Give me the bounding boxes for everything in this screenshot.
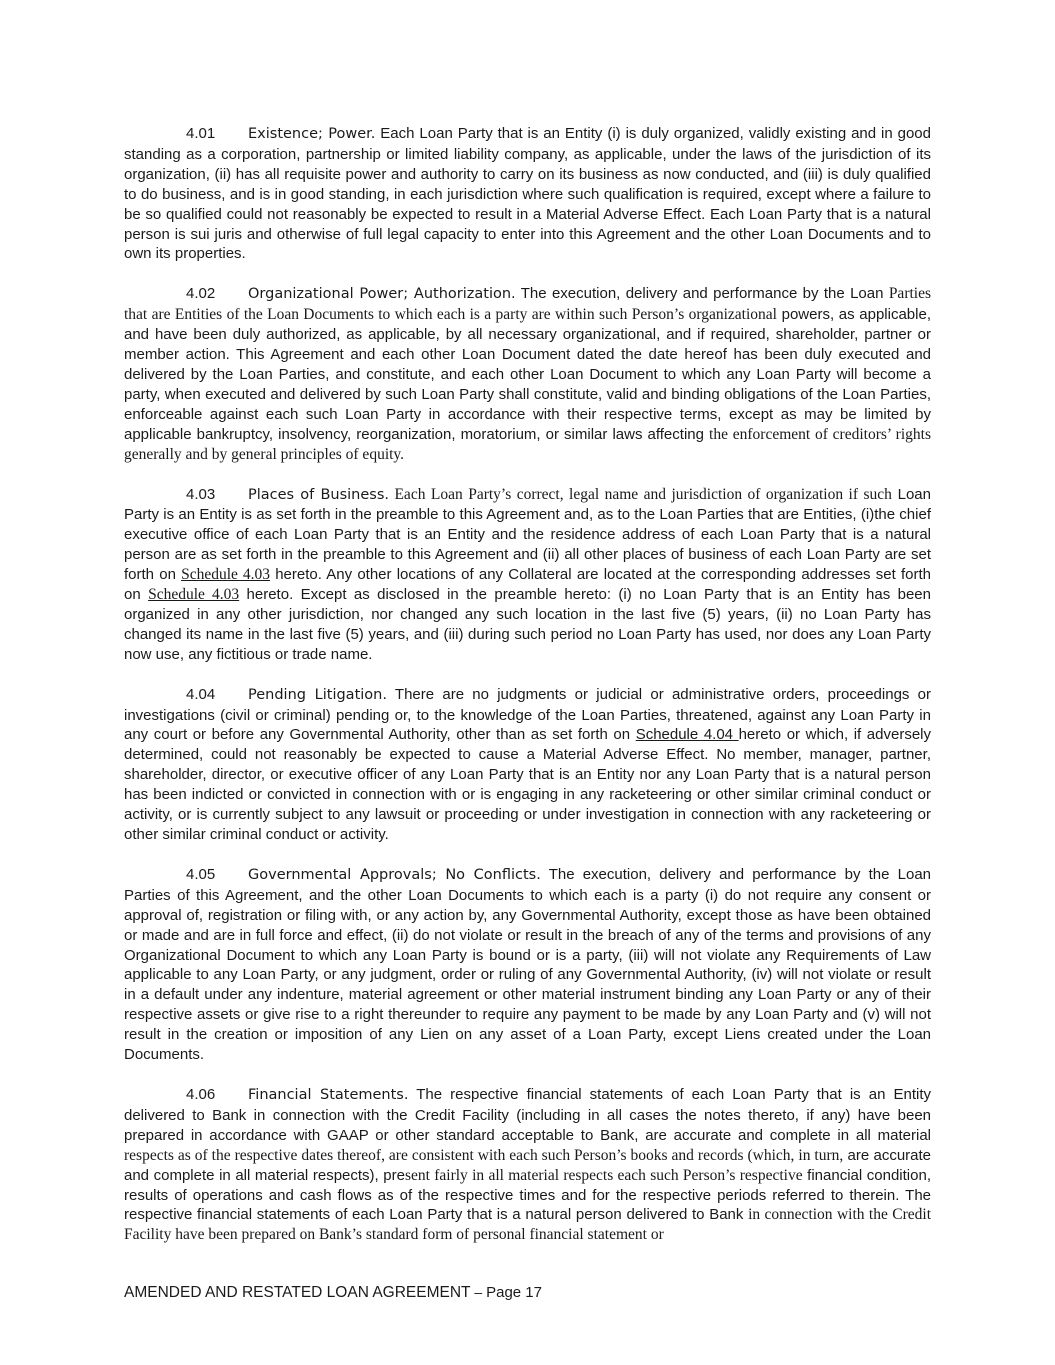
body-text: powers, as applicable, and have been duly authorized, as applicable, by all necessary organizational, and if required, shareholder, partner or member action. This Agreement and each other Loan Document dated the date hereof has been duly executed and delivered by the Loan Parties, and constitute, and each other Loan Document to which any Loan Party will become a party, when executed and delivered by such Loan Party shall constitute, valid and binding obligations of the Loan Parties, enforceable against each such Loan Party in accordance with their respective terms, except as may be limited by applicable bankruptcy, insolvency, reorganization, moratorium, or similar laws affecting <box>124 306 931 443</box>
body-text: The respective financial statements of each Loan Party that is an Entity delivered to Bank in connection with the Credit Facility (including in all cases the notes thereto, if any) have been prepared in accordance with GAAP or other standard acceptable to Bank, are accurate and complete in all material <box>124 1085 931 1144</box>
schedule-reference: Schedule 4.03 <box>181 566 270 584</box>
section-4-02 <box>124 284 931 464</box>
body-text: There are no judgments or judicial or administrative orders, proceedings or investigations (civil or criminal) pending or, to the knowledge of the Loan Parties, threatened, against any Loan Party in any court or before any Governmental Authority, other than as set forth on <box>124 685 931 744</box>
body-text: financial condition, results of operations and cash flows as of the respective times and for the respective periods referred to therein. The respective financial statements of each Loan Party that is a natural person delivered to Bank <box>124 1166 931 1224</box>
section-heading: Governmental Approvals; No Conflicts. <box>248 866 541 883</box>
body-text: The execution, delivery and performance by the Loan <box>515 285 889 303</box>
body-text: Parties that are Entities of the Loan Documents to which each is a party are within such Person’s organizational <box>124 285 931 324</box>
section-number: 4.05 <box>186 865 216 883</box>
section-4-05 <box>124 865 931 1065</box>
body-text: the enforcement of creditors’ rights generally and by general principles of equity. <box>124 425 931 463</box>
body-text: The execution, delivery and performance by the Loan Parties of this Agreement, and the other Loan Documents to which each is a party (i) do not require any consent or approval of, registration or filing with, or any action by, any Governmental Authority, except those as have been obtained or made and are in full force and effect, (ii) do not violate or result in the breach of any of the terms and provisions of any Organizational Document to which any Loan Party is bound or is a party, (iii) will not violate any Requirements of Law applicable to any Loan Party, or any judgment, order or ruling of any Governmental Authority, (iv) will not violate or result in a default under any indenture, material agreement or other material instrument binding any Loan Party or any of their respective assets or give rise to a right thereunder to require any payment to be made by any Loan Party and (v) will not result in the creation or imposition of any Lien on any asset of a Loan Party, except Liens created under the Loan Documents. <box>124 865 932 1064</box>
body-text: Each Loan Party’s correct, legal name and jurisdiction of organization if such <box>389 485 892 503</box>
footer-title: AMENDED AND RESTATED LOAN AGREEMENT <box>124 1284 471 1301</box>
section-4-01 <box>124 124 931 264</box>
section-heading: Places of Business. <box>248 486 390 503</box>
section-4-06 <box>124 1085 931 1245</box>
body-text: are accurate and complete in all material respects), pre <box>124 1146 932 1184</box>
body-text: hereto or which, if adversely determined, could not reasonably be expected to cause a Material Adverse Effect. No member, manager, partner, shareholder, director, or executive officer of any Loan Party that is an Entity nor any Loan Party that is a natural person has been indicted or convicted in connection with or is engaging in any racketeering or other similar criminal conduct or activity, or is currently subject to any lawsuit or proceeding or under investigation in connection with any racketeering or other similar criminal conduct or activity. <box>124 726 931 843</box>
section-number: 4.04 <box>186 685 216 703</box>
section-heading: Organizational Power; Authorization. <box>248 286 516 303</box>
schedule-reference: Schedule 4.04 <box>635 726 739 744</box>
section-heading: Existence; Power. <box>248 126 376 142</box>
body-text: respects as of the respective dates thereof, are consistent with each such Person’s books and records (which, in turn, <box>124 1146 844 1164</box>
section-number: 4.06 <box>186 1085 216 1103</box>
schedule-reference: Schedule 4.03 <box>148 586 240 604</box>
section-number: 4.03 <box>186 485 216 503</box>
footer-page-number: Page 17 <box>486 1284 542 1301</box>
footer-separator: – <box>470 1284 487 1300</box>
body-text: in connection with the Credit Facility have been prepared on Bank’s standard form of personal financial statement or <box>124 1206 931 1244</box>
body-text: Loan Party is an Entity is as set forth in the preamble to this Agreement and, as to the Loan Parties that are Entities, (i)the chief executive office of each Loan Party that is an Entity and the residence address of each Loan Party that is a natural person are as set forth in the preamble to this Agreement and (ii) all other places of business of each Loan Party are set forth on <box>124 485 931 584</box>
document-body <box>124 124 931 1265</box>
section-number: 4.02 <box>186 285 216 303</box>
section-heading: Financial Statements. <box>248 1086 409 1103</box>
body-text: sent fairly in all material respects each such Person’s respective <box>404 1166 803 1184</box>
section-4-04 <box>124 685 931 845</box>
body-text: hereto. Except as disclosed in the preamble hereto: (i) no Loan Party that is an Entity has been organized in any other jurisdiction, nor changed any such location in the last five (5) years, (ii) no Loan Party has changed its name in the last five (5) years, and (iii) during such period no Loan Party has used, nor does any Loan Party now use, any fictitious or trade name. <box>124 586 931 663</box>
body-text: Each Loan Party that is an Entity (i) is duly organized, validly existing and in good standing as a corporation, partnership or limited liability company, as applicable, under the laws of the jurisdiction of its organization, (ii) has all requisite power and authority to carry on its business as now conducted, and (iii) is duly qualified to do business, and is in good standing, in each jurisdiction where such qualification is required, except where a failure to be so qualified could not reasonably be expected to result in a Material Adverse Effect. Each Loan Party that is a natural person is sui juris and otherwise of full legal capacity to enter into this Agreement and the other Loan Documents and to own its properties. <box>124 125 931 263</box>
body-text: hereto. Any other locations of any Collateral are located at the corresponding addresses set forth on <box>124 566 931 604</box>
page-footer <box>124 1284 542 1302</box>
section-4-03 <box>124 485 931 665</box>
section-number: 4.01 <box>186 125 216 142</box>
section-heading: Pending Litigation. <box>248 686 387 703</box>
